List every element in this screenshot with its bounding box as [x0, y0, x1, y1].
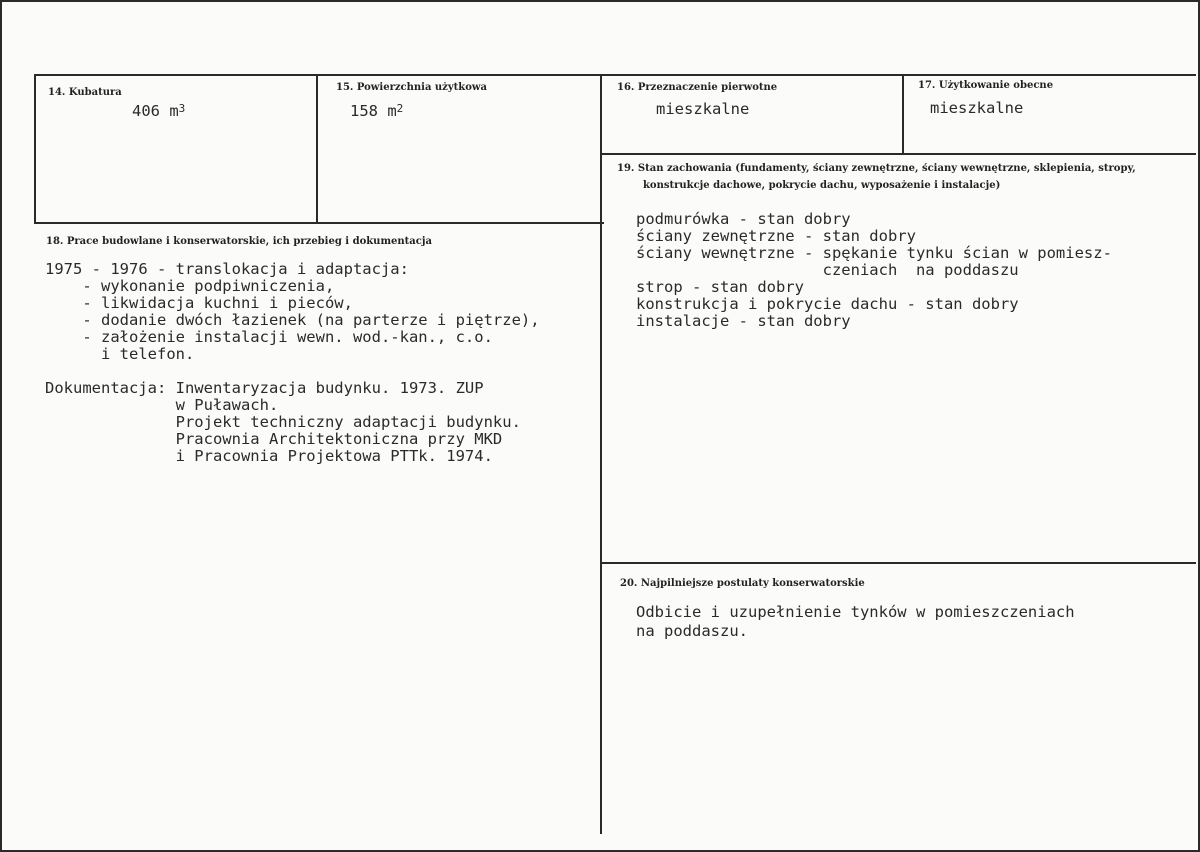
divider-17	[902, 74, 904, 154]
condition-line: konstrukcja i pokrycie dachu - stan dobry	[636, 295, 1019, 313]
field-14-value	[132, 103, 185, 121]
left-margin-line	[34, 74, 36, 224]
center-divider	[600, 74, 602, 834]
field-15-value	[350, 103, 403, 121]
field-19-label-line1: 19. Stan zachowania (fundamenty, ściany zewnętrzne, ściany wewnętrzne, sklepienia, stropy,	[617, 163, 1136, 174]
field-15-label: 15. Powierzchnia użytkowa	[336, 82, 487, 93]
condition-line: ściany wewnętrzne - spękanie tynku ścian w pomiesz-	[636, 244, 1112, 262]
postulate-line: na poddaszu.	[636, 622, 748, 640]
field-14-number: 406 m	[132, 102, 179, 120]
field-18-line: - likwidacja kuchni i pieców,	[45, 294, 353, 312]
field-16-value: mieszkalne	[656, 100, 750, 118]
documentation-line: w Puławach.	[45, 396, 279, 414]
postulate-line: Odbicie i uzupełnienie tynków w pomieszczeniach	[636, 603, 1075, 621]
field-16-label: 16. Przeznaczenie pierwotne	[617, 82, 778, 93]
field-14-label: 14. Kubatura	[48, 87, 122, 98]
field-18-line: - założenie instalacji wewn. wod.-kan., c.o.	[45, 328, 493, 346]
field-14-exponent: 3	[178, 102, 186, 115]
documentation-line: Dokumentacja: Inwentaryzacja budynku. 1973. ZUP	[45, 379, 484, 397]
field-17-label: 17. Użytkowanie obecne	[918, 80, 1054, 91]
documentation-line: Projekt techniczny adaptacji budynku.	[45, 413, 521, 431]
field-18-label: 18. Prace budowlane i konserwatorskie, ich przebieg i dokumentacja	[46, 236, 432, 247]
field-20-label: 20. Najpilniejsze postulaty konserwatorskie	[620, 578, 865, 589]
field-15-exponent: 2	[396, 102, 404, 115]
condition-line: podmurówka - stan dobry	[636, 210, 851, 228]
field-18-line: i telefon.	[45, 345, 195, 363]
field-18-line: 1975 - 1976 - translokacja i adaptacja:	[45, 260, 409, 278]
row2-line-right	[602, 153, 1196, 155]
documentation-line: i Pracownia Projektowa PTTk. 1974.	[45, 447, 493, 465]
row3-line-right	[602, 562, 1196, 564]
condition-line: ściany zewnętrzne - stan dobry	[636, 227, 916, 245]
divider-15	[316, 74, 318, 224]
condition-line: strop - stan dobry	[636, 278, 804, 296]
field-18-line: - dodanie dwóch łazienek (na parterze i piętrze),	[45, 311, 540, 329]
field-15-number: 158 m	[350, 102, 397, 120]
condition-line: czeniach na poddaszu	[636, 261, 1019, 279]
field-18-line: - wykonanie podpiwniczenia,	[45, 277, 335, 295]
condition-line: instalacje - stan dobry	[636, 312, 851, 330]
top-row-line	[34, 74, 1196, 76]
field-17-value: mieszkalne	[930, 99, 1024, 117]
documentation-line: Pracownia Architektoniczna przy MKD	[45, 430, 503, 448]
row2-line-left	[34, 222, 604, 224]
field-19-label-line2: konstrukcje dachowe, pokrycie dachu, wyposażenie i instalacje)	[643, 180, 1001, 191]
